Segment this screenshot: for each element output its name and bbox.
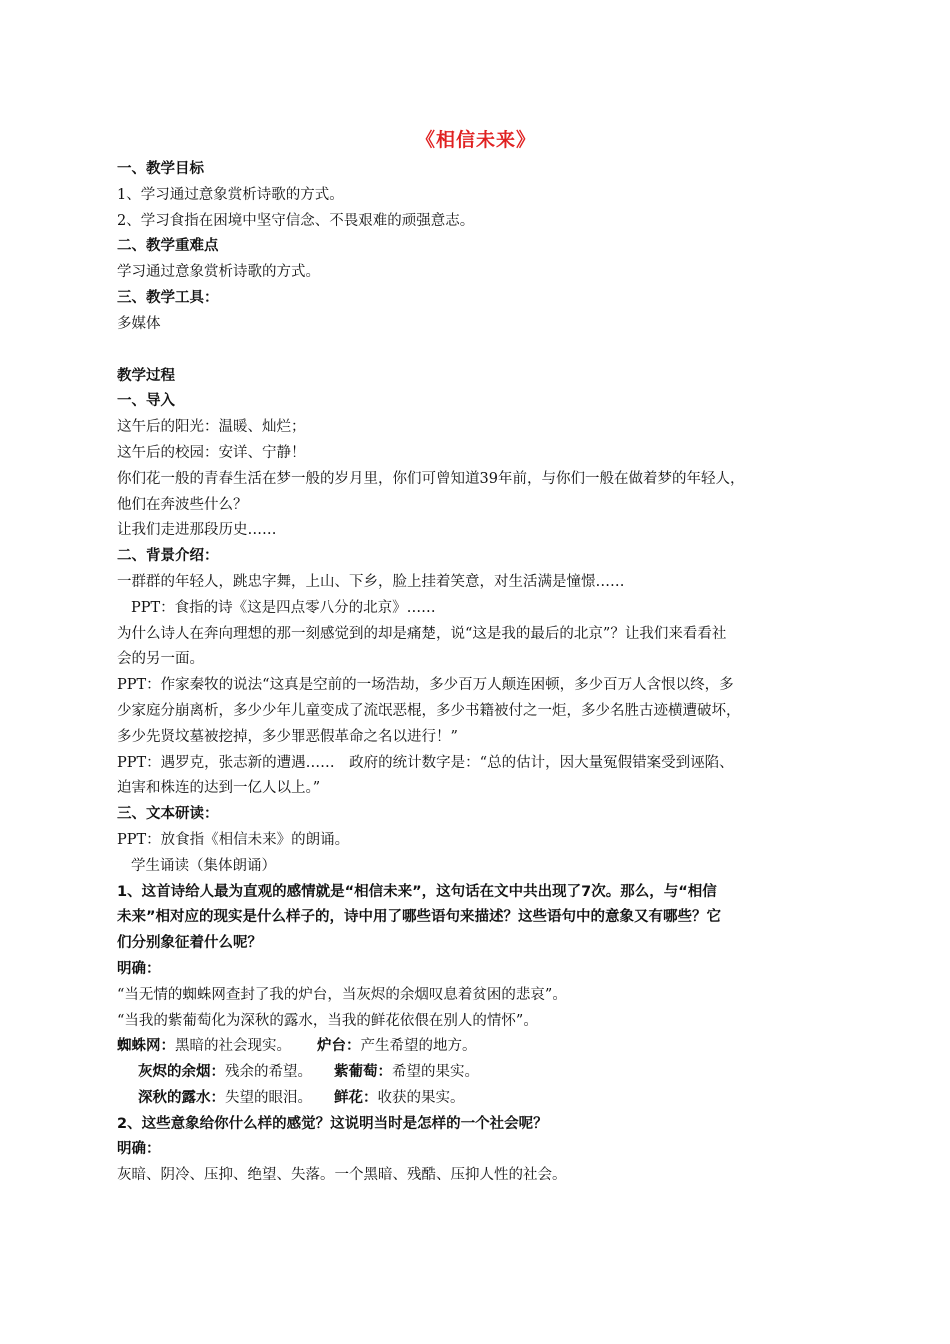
section-heading-intro: 一、导入 [117, 393, 175, 410]
imagery-term: 紫葡萄： [334, 1064, 392, 1081]
section-heading-background: 二、背景介绍： [117, 548, 219, 565]
imagery-term: 蜘蛛网： [117, 1038, 175, 1055]
paragraph-line: 会的另一面。 [117, 651, 204, 668]
paragraph-line: 你们花一般的青春生活在梦一般的岁月里，你们可曾知道39年前，与你们一般在做着梦的年轻人， [117, 470, 745, 487]
paragraph-line: 多少先贤坟墓被挖掉，多少罪恶假革命之名以进行！” [117, 728, 458, 745]
paragraph-line: PPT：食指的诗《这是四点零八分的北京》…… [131, 599, 436, 616]
poem-quote: “当无情的蜘蛛网查封了我的炉台，当灰烬的余烟叹息着贫困的悲哀”。 [117, 986, 567, 1003]
section-heading-objectives: 一、教学目标 [117, 161, 204, 177]
imagery-term: 灰烬的余烟： [138, 1064, 225, 1081]
paragraph-line: 少家庭分崩离析，多少少年儿童变成了流氓恶棍，多少书籍被付之一炬，多少名胜古迹横遭破坏， [117, 702, 741, 719]
answer-label: 明确： [117, 960, 161, 977]
document-title: 《相信未来》 [415, 129, 536, 151]
paragraph-line: PPT：遇罗克，张志新的遭遇…… 政府的统计数字是：“总的估计，因大量冤假错案受到诬陷、 [117, 754, 734, 771]
imagery-meaning: 收获的果实。 [377, 1089, 465, 1106]
section-heading-text-study: 三、文本研读： [117, 806, 219, 823]
process-heading: 教学过程 [117, 367, 175, 384]
paragraph-line: 让我们走进那段历史…… [117, 522, 277, 539]
key-point-text: 学习通过意象赏析诗歌的方式。 [117, 264, 320, 281]
imagery-meaning: 残余的希望。 [225, 1064, 312, 1081]
paragraph-line: 学生诵读（集体朗诵） [131, 857, 276, 874]
imagery-term: 炉台： [317, 1038, 361, 1055]
objective-item: 1、学习通过意象赏析诗歌的方式。 [117, 186, 344, 203]
imagery-term: 鲜花： [334, 1089, 378, 1106]
imagery-meaning: 黑暗的社会现实。 [175, 1038, 291, 1055]
paragraph-line: 一群群的年轻人，跳忠字舞，上山、下乡，脸上挂着笑意，对生活满是憧憬…… [117, 573, 625, 590]
paragraph-line: PPT：放食指《相信未来》的朗诵。 [117, 831, 350, 848]
paragraph-line: 这午后的阳光：温暖、灿烂； [117, 419, 306, 436]
question-line: 们分别象征着什么呢？ [117, 935, 262, 952]
imagery-meaning: 产生希望的地方。 [360, 1038, 477, 1055]
question-line: 2、这些意象给你什么样的感觉？这说明当时是怎样的一个社会呢？ [117, 1115, 548, 1132]
section-heading-tools: 三、教学工具： [117, 289, 219, 306]
paragraph-line: 为什么诗人在奔向理想的那一刻感觉到的却是痛楚，说“这是我的最后的北京”？让我们来看看社 [117, 625, 727, 642]
imagery-row [117, 1086, 835, 1112]
imagery-term: 深秋的露水： [138, 1089, 225, 1106]
objective-item: 2、学习食指在困境中坚守信念、不畏艰难的顽强意志。 [117, 212, 475, 229]
imagery-meaning: 失望的眼泪。 [225, 1089, 312, 1106]
question-line: 1、这首诗给人最为直观的感情就是“相信未来”，这句话在文中共出现了7次。那么，与“相信 [117, 883, 717, 900]
section-heading-key-points: 二、教学重难点 [117, 238, 219, 255]
spacer [117, 338, 835, 364]
paragraph-line: PPT：作家秦牧的说法“这真是空前的一场浩劫，多少百万人颠连困顿，多少百万人含恨以终，多 [117, 677, 734, 694]
imagery-row [117, 1034, 835, 1060]
imagery-meaning: 希望的果实。 [392, 1064, 479, 1081]
paragraph-line: 这午后的校园：安详、宁静！ [117, 444, 306, 461]
imagery-row [117, 1060, 835, 1086]
poem-quote: “当我的紫葡萄化为深秋的露水，当我的鲜花依偎在别人的情怀”。 [117, 1012, 538, 1029]
paragraph-line: 迫害和株连的达到一亿人以上。” [117, 780, 321, 797]
tools-text: 多媒体 [117, 315, 161, 332]
paragraph-line: 灰暗、阴冷、压抑、绝望、失落。一个黑暗、残酷、压抑人性的社会。 [117, 1167, 567, 1184]
paragraph-line: 他们在奔波些什么？ [117, 496, 248, 513]
answer-label: 明确： [117, 1141, 161, 1158]
question-line: 未来”相对应的现实是什么样子的，诗中用了哪些语句来描述？这些语句中的意象又有哪些？它 [117, 909, 722, 926]
